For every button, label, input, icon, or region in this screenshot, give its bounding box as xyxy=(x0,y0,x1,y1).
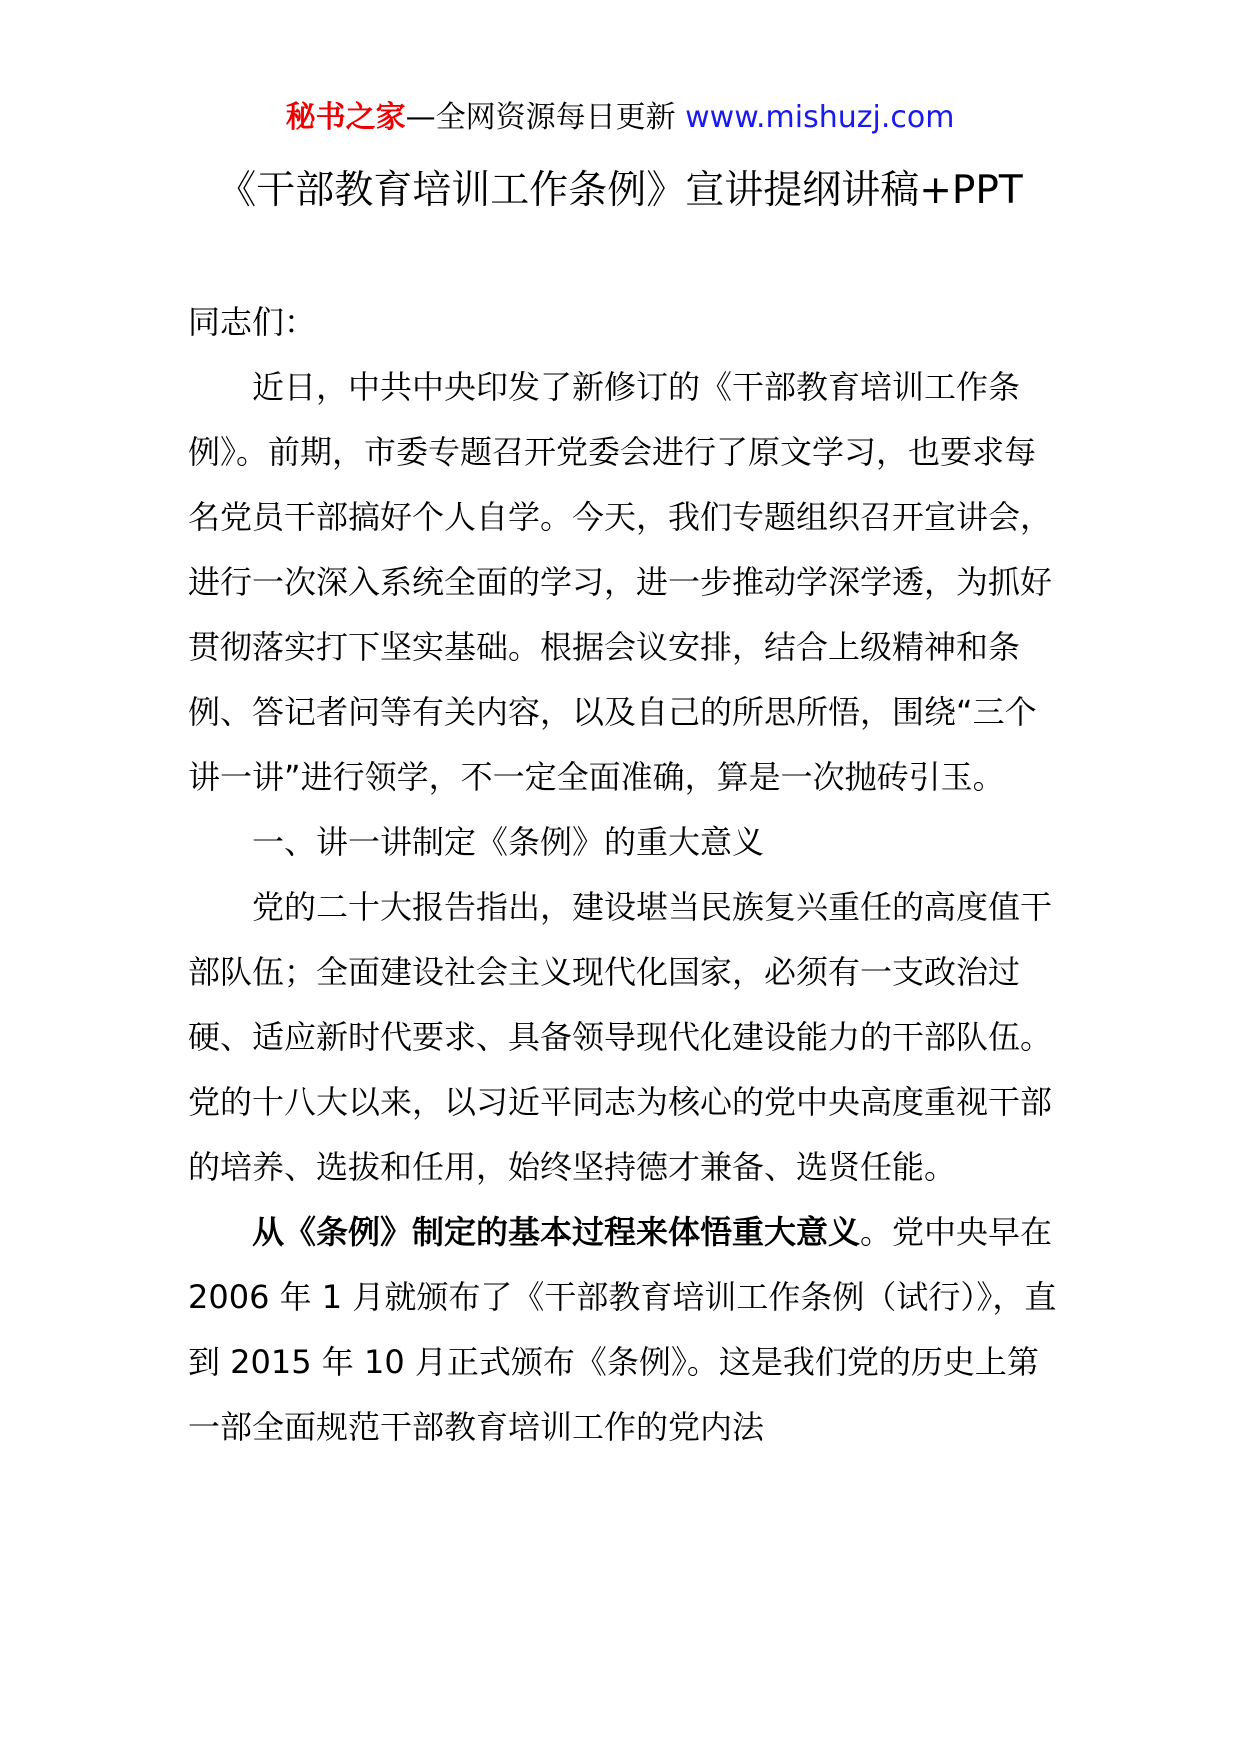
paragraph-intro: 近日，中共中央印发了新修订的《干部教育培训工作条例》。前期，市委专题召开党委会进行了原文学习，也要求每名党员干部搞好个人自学。今天，我们专题组织召开宣讲会，进行一次深入系统全面的学习，进一步推动学深学透，为抓好贯彻落实打下坚实基础。根据会议安排，结合上级精神和条例、答记者问等有关内容，以及自己的所思所悟，围绕“三个讲一讲”进行领学，不一定全面准确，算是一次抛砖引玉。 xyxy=(188,368,1053,796)
site-banner xyxy=(0,98,1240,138)
paragraph-lead-bold: 从《条例》制定的基本过程来体悟重大意义 xyxy=(252,1213,861,1251)
salutation: 同志们： xyxy=(188,303,317,341)
paragraph-process-text: 。党中央早在 2006 年 1 月就颁布了《干部教育培训工作条例（试行）》，直到 2015 年 10 月正式颁布《条例》。这是我们党的历史上第一部全面规范干部教育培训工作的党内法 xyxy=(188,1213,1057,1446)
site-url-link[interactable]: www.mishuzj.com xyxy=(685,100,955,135)
banner-tagline: —全网资源每日更新 xyxy=(405,100,686,135)
section-heading-1: 一、讲一讲制定《条例》的重大意义 xyxy=(252,823,765,861)
document-body xyxy=(188,290,1058,1460)
document-title: 《干部教育培训工作条例》宣讲提纲讲稿+PPT xyxy=(217,168,1023,213)
paragraph-significance: 党的二十大报告指出，建设堪当民族复兴重任的高度值干部队伍；全面建设社会主义现代化国家，必须有一支政治过硬、适应新时代要求、具备领导现代化建设能力的干部队伍。党的十八大以来，以习近平同志为核心的党中央高度重视干部的培养、选拔和任用，始终坚持德才兼备、选贤任能。 xyxy=(188,888,1053,1186)
paragraph-process xyxy=(188,1200,1058,1460)
brand-name: 秘书之家 xyxy=(285,100,406,135)
